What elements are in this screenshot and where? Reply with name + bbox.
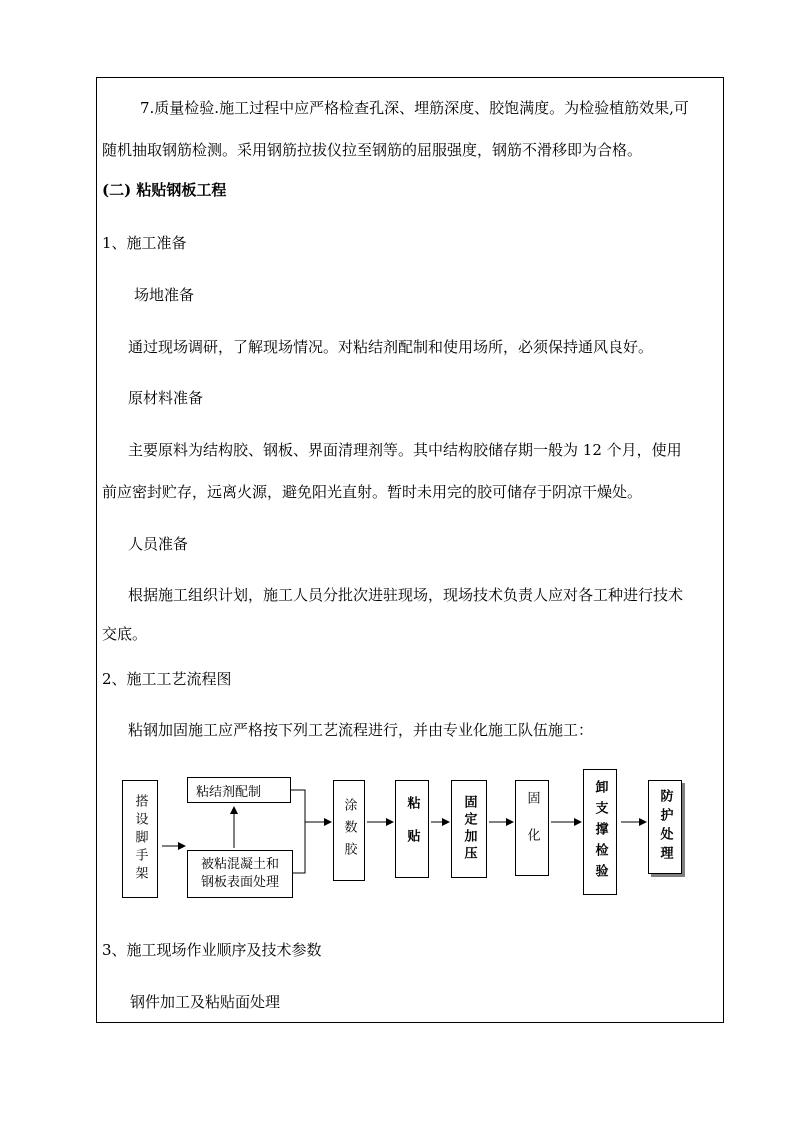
flow-surface-line2: 钢板表面处理 — [200, 875, 279, 890]
staff-prep-line2: 交底。 — [102, 625, 148, 643]
site-prep-text: 通过现场调研，了解现场情况。对粘结剂配制和使用场所，必须保持通风良好。 — [128, 338, 654, 356]
flow-fix-label: 固定加压 — [461, 795, 477, 863]
flow-box-stick — [395, 780, 429, 878]
flow-protect-label: 防护处理 — [657, 789, 673, 865]
flow-remove-label: 卸支撑检验 — [592, 779, 608, 885]
section7-line1: 7.质量检验.施工过程中应严格检查孔深、埋筋深度、胶饱满度。为检验植筋效果,可 — [140, 99, 689, 117]
flow-box-scaffold — [122, 780, 158, 898]
flow-box-fix — [451, 780, 487, 878]
flow-cure-label: 固化 — [524, 791, 540, 865]
flow-box-adhesive-mix — [187, 777, 291, 803]
flow-surface-line1: 被粘混凝土和 — [200, 857, 279, 872]
flow-coat-label: 涂数胶 — [341, 797, 357, 864]
item2-title: 2、施工工艺流程图 — [102, 670, 232, 688]
flow-box-remove-support — [583, 769, 617, 895]
heading-steel-plate: (二) 粘贴钢板工程 — [102, 181, 227, 199]
site-prep-title: 场地准备 — [134, 286, 195, 304]
material-prep-title: 原材料准备 — [128, 389, 204, 407]
item1-title: 1、施工准备 — [102, 234, 187, 252]
staff-prep-title: 人员准备 — [128, 535, 189, 553]
flow-box-cure — [515, 780, 549, 876]
flow-stick-label: 粘贴 — [404, 796, 420, 862]
flow-scaffold-label: 搭设脚手架 — [132, 794, 148, 884]
item2-intro: 粘钢加固施工应严格按下列工艺流程进行，并由专业化施工队伍施工： — [128, 721, 594, 739]
flow-box-coat — [333, 780, 365, 881]
staff-prep-line1: 根据施工组织计划，施工人员分批次进驻现场，现场技术负责人应对各工种进行技术 — [128, 586, 684, 604]
item3-subtitle: 钢件加工及粘贴面处理 — [130, 993, 281, 1011]
flow-box-protect — [648, 780, 682, 874]
material-prep-line2: 前应密封贮存，远离火源，避免阳光直射。暂时未用完的胶可储存于阴凉干燥处。 — [102, 483, 643, 501]
flow-box-surface-treatment — [187, 850, 293, 898]
section7-line2: 随机抽取钢筋检测。采用钢筋拉拔仪拉至钢筋的屈服强度，钢筋不滑移即为合格。 — [102, 141, 643, 159]
item3-title: 3、施工现场作业顺序及技术参数 — [102, 941, 322, 959]
material-prep-line1: 主要原料为结构胶、钢板、界面清理剂等。其中结构胶储存期一般为 12 个月，使用 — [128, 441, 682, 459]
flow-adhesive-mix-label: 粘结剂配制 — [196, 784, 262, 800]
